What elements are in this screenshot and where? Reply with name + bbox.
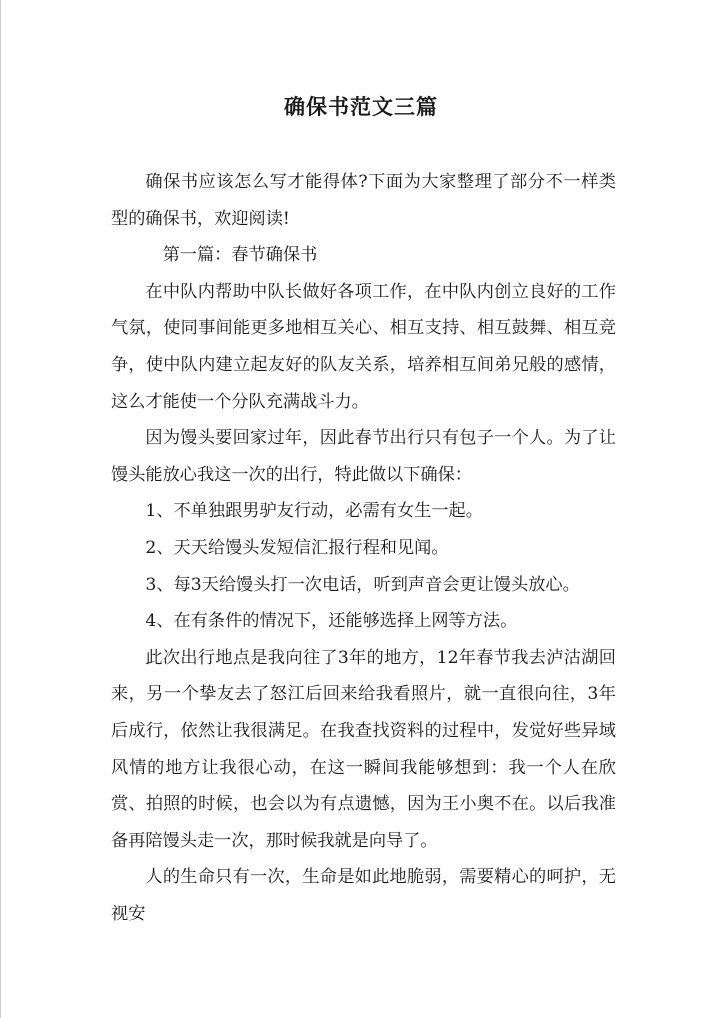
- body-paragraph: 此次出行地点是我向往了3年的地方，12年春节我去泸沽湖回来，另一个挚友去了怒江后回来给我看照片，就一直很向往，3年后成行，依然让我很满足。在我查找资料的过程中，发觉好些异域风情的地方让我很心动，在这一瞬间我能够想到：我一个人在欣赏、拍照的时候，也会以为有点遗憾，因为王小奥不在。以后我准备再陪馒头走一次，那时候我就是向导了。: [111, 647, 616, 851]
- body-paragraph: 因为馒头要回家过年，因此春节出行只有包子一个人。为了让馒头能放心我这一次的出行，特此做以下确保：: [111, 428, 616, 485]
- intro-paragraph: 确保书应该怎么写才能得体?下面为大家整理了部分不一样类型的确保书，欢迎阅读!: [111, 172, 616, 229]
- list-item: 1、不单独跟男驴友行动，必需有女生一起。: [145, 501, 483, 522]
- list-item: 4、在有条件的情况下，还能够选择上网等方法。: [145, 611, 518, 632]
- document-title: 确保书范文三篇: [284, 94, 438, 119]
- document-body: [111, 164, 616, 932]
- body-paragraph: 在中队内帮助中队长做好各项工作，在中队内创立良好的工作气氛，使同事间能更多地相互关心、相互支持、相互鼓舞、相互竞争，使中队内建立起友好的队友关系，培养相互间弟兄般的感情，这么才能使一个分队充满战斗力。: [111, 281, 616, 412]
- list-item: 3、每3天给馒头打一次电话，听到声音会更让馒头放心。: [145, 574, 580, 595]
- list-item: 2、天天给馒头发短信汇报行程和见闻。: [145, 537, 449, 558]
- section-heading: 第一篇：春节确保书: [162, 245, 318, 266]
- body-paragraph: 人的生命只有一次，生命是如此地脆弱，需要精心的呵护，无视安: [111, 867, 616, 924]
